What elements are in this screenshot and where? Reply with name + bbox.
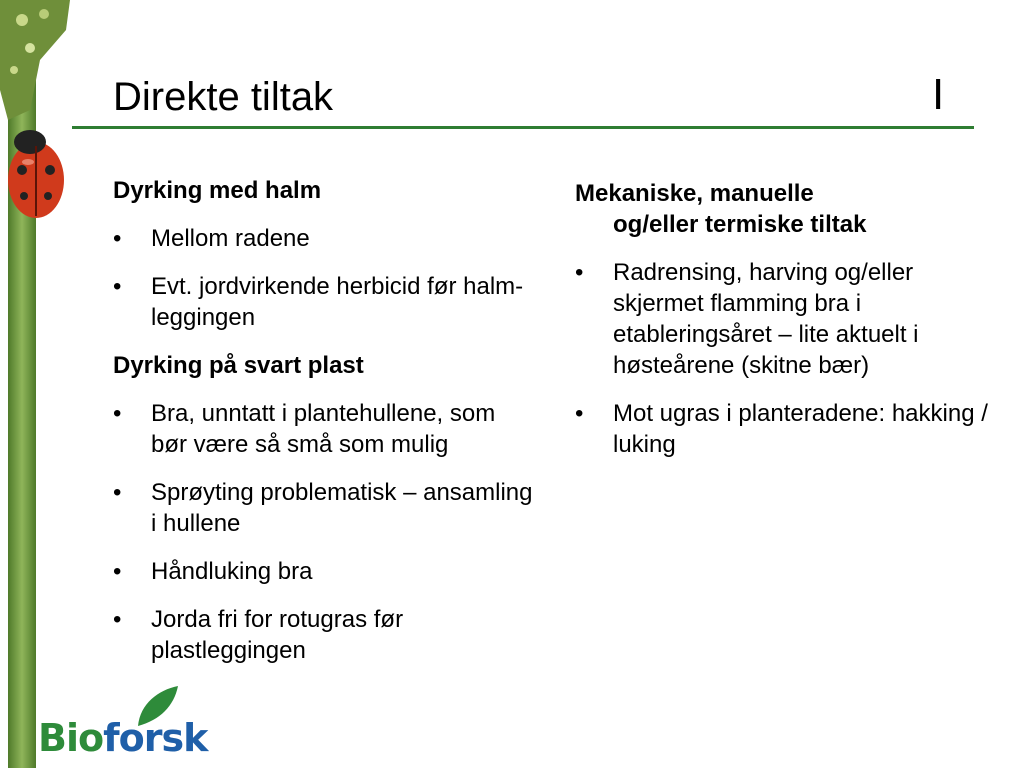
title-divider xyxy=(72,126,974,129)
list-item: • Mot ugras i planteradene: hakking / luking xyxy=(575,400,988,458)
bioforsk-logo: Bioforsk xyxy=(38,686,188,762)
bullet-list xyxy=(113,398,533,666)
list-item: • Sprøyting problematisk – ansamling i hullene xyxy=(113,479,533,537)
list-item: • Jorda fri for rotugras før plastleggingen xyxy=(113,606,404,664)
bullet-list xyxy=(113,223,533,333)
plant-stem-illustration xyxy=(0,0,70,768)
list-item: • Mellom radene xyxy=(113,225,310,252)
left-column xyxy=(113,175,533,683)
section-heading: Dyrking på svart plast xyxy=(113,352,364,379)
page-title: Direkte tiltak xyxy=(113,75,334,119)
bullet-list xyxy=(575,257,995,460)
list-item: • Evt. jordvirkende herbicid før halm-leggingen xyxy=(113,273,524,331)
section-heading: Mekaniske, manuelle og/eller termiske tiltak xyxy=(575,180,867,238)
list-item: • Bra, unntatt i plantehullene, som bør være så små som mulig xyxy=(113,400,496,458)
right-column xyxy=(575,178,995,477)
section-heading: Dyrking med halm xyxy=(113,177,322,204)
ladybug-icon xyxy=(8,130,64,218)
title-mark: I xyxy=(932,70,945,119)
list-item: • Håndluking bra xyxy=(113,558,313,585)
list-item: • Radrensing, harving og/eller skjermet flamming bra i etableringsåret – lite aktuelt i høsteårene (skitne bær) xyxy=(575,259,919,379)
